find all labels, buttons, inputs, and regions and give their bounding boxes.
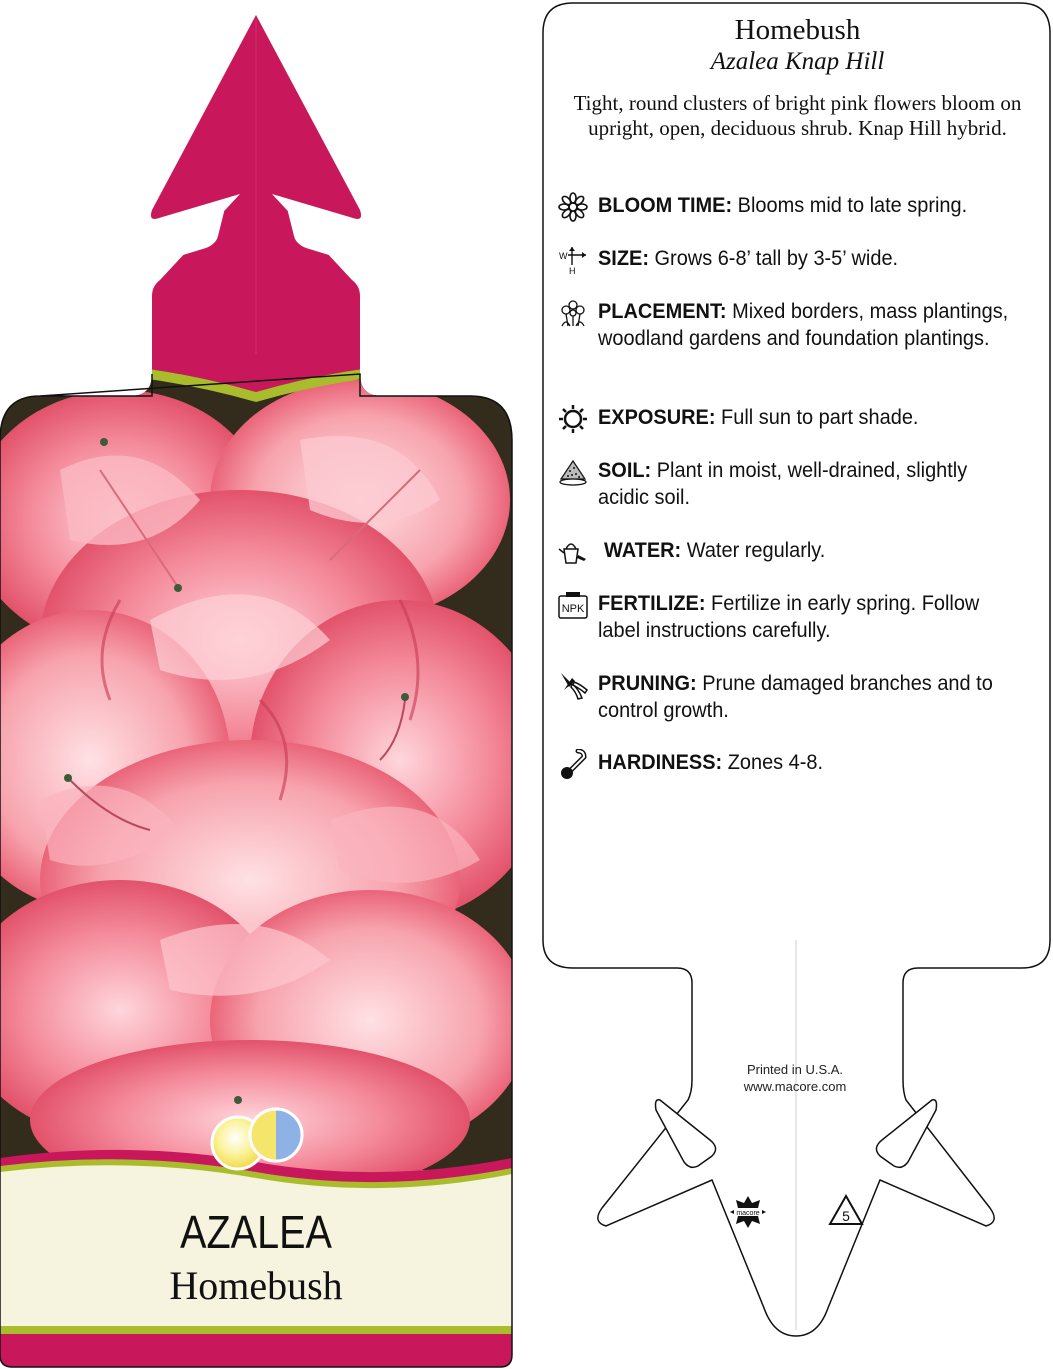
back-plant-name: Homebush <box>734 14 861 46</box>
care-label: EXPOSURE: <box>598 406 716 429</box>
care-label: HARDINESS: <box>598 751 723 774</box>
printer-website: www.macore.com <box>743 1079 847 1094</box>
svg-text:macore: macore <box>736 1210 760 1217</box>
watering-can-icon <box>558 537 588 567</box>
sun-icon <box>558 404 588 434</box>
care-value: Plant in moist, well-drained, slightly acidic soil. <box>598 459 968 509</box>
care-value: Mixed borders, mass plantings, woodland gardens and foundation plantings. <box>598 300 1009 350</box>
care-label: SIZE: <box>598 247 649 270</box>
flower-icon <box>558 192 588 222</box>
printer-info <box>700 1061 890 1095</box>
svg-text:H: H <box>569 266 576 275</box>
soil-icon <box>558 457 588 487</box>
front-subtitle: Homebush <box>169 1263 343 1308</box>
care-value: Grows 6-8’ tall by 3-5’ wide. <box>648 247 899 270</box>
care-label: FERTILIZE: <box>598 592 706 615</box>
care-label: SOIL: <box>598 459 652 482</box>
care-value: Full sun to part shade. <box>715 406 919 429</box>
care-label: PLACEMENT: <box>598 300 727 323</box>
svg-text:W: W <box>559 251 568 261</box>
svg-text:5: 5 <box>842 1208 850 1224</box>
azalea-flowers <box>0 380 550 1200</box>
care-label: PRUNING: <box>598 672 697 695</box>
placement-icon <box>558 298 588 328</box>
thermometer-icon <box>558 749 588 779</box>
care-value: Zones 4-8. <box>722 751 824 774</box>
care-label: WATER: <box>604 539 682 562</box>
front-title: AZALEA <box>180 1206 332 1258</box>
care-value: Blooms mid to late spring. <box>732 194 968 217</box>
pruners-icon <box>558 670 588 700</box>
printed-in-text: Printed in U.S.A. <box>746 1062 844 1077</box>
part-shade-icon <box>250 1109 302 1161</box>
care-label: BLOOM TIME: <box>598 194 733 217</box>
care-value: Prune damaged branches and to control growth. <box>598 672 993 722</box>
npk-icon <box>558 590 588 620</box>
back-description: Tight, round clusters of bright pink flowers bloom on upright, open, deciduous shrub. Knap Hill hybrid. <box>573 91 1022 140</box>
care-value: Fertilize in early spring. Follow label instructions carefully. <box>598 592 980 642</box>
care-value: Water regularly. <box>681 539 826 562</box>
svg-text:NPK: NPK <box>561 603 585 615</box>
size-icon <box>558 245 588 275</box>
back-botanical-name: Azalea Knap Hill <box>710 48 885 75</box>
